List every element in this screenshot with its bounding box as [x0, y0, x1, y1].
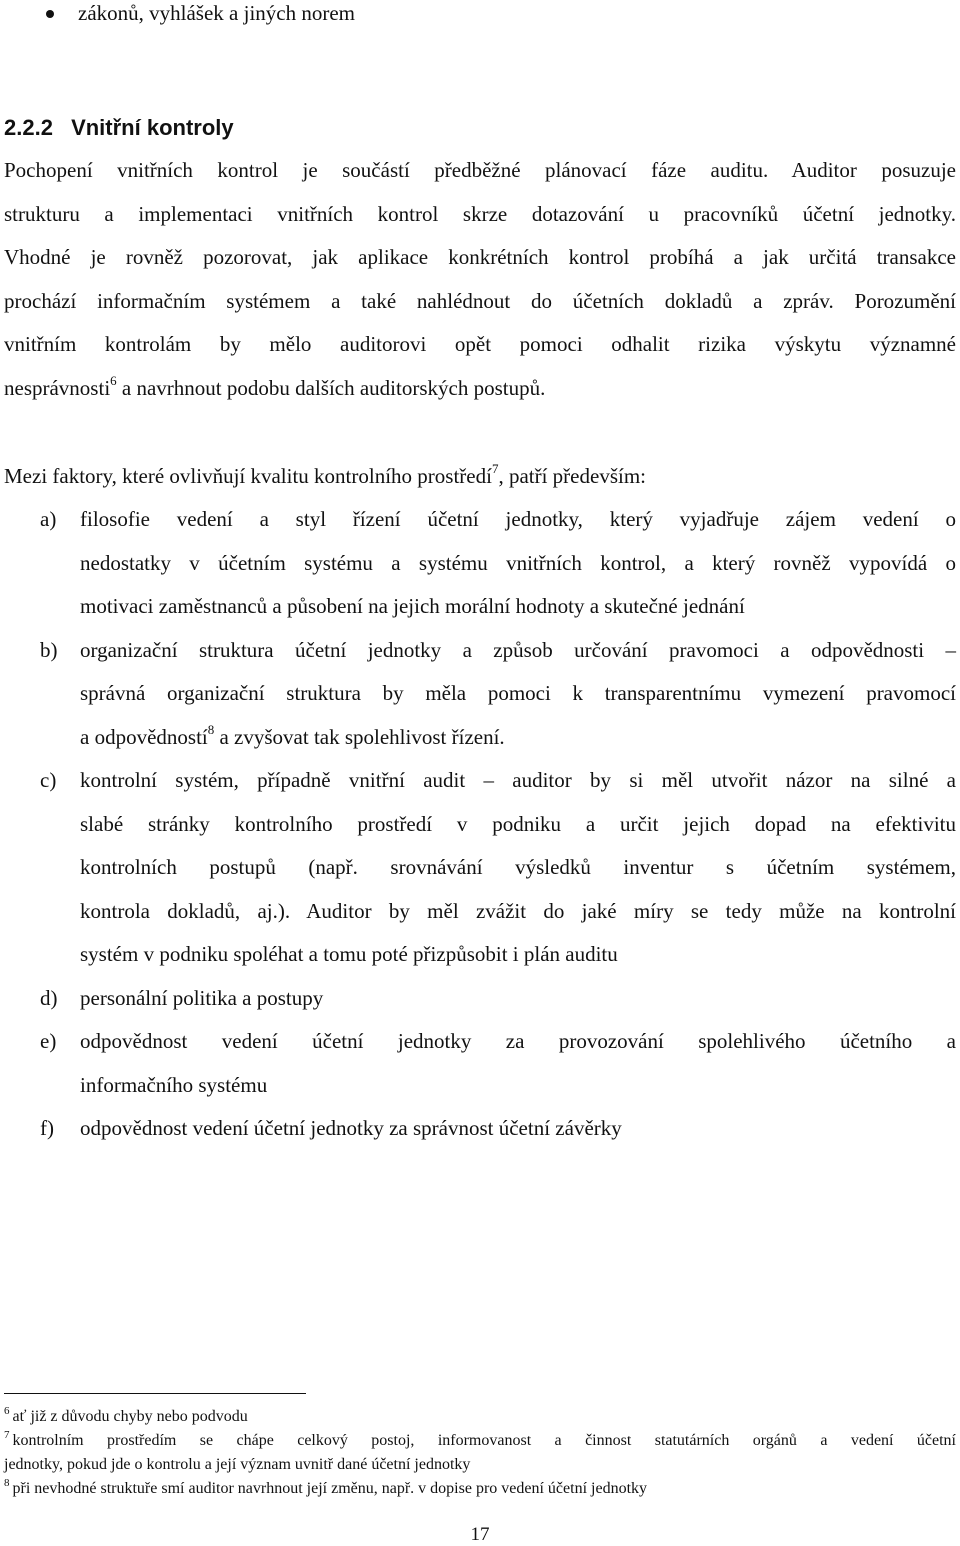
list-item-b: [4, 629, 956, 760]
section-heading: [4, 115, 234, 141]
page-number: 17: [470, 1524, 490, 1545]
footnote-text: ať již z důvodu chyby nebo podvodu: [12, 1408, 248, 1425]
list-item-e: [4, 1020, 956, 1107]
footnote-text: při nevhodné struktuře smí auditor navrhnout její změnu, např. v dopise pro vedení účetní jednotky: [12, 1480, 648, 1497]
list-item-f: [4, 1107, 956, 1151]
list-item-line: [80, 716, 956, 760]
text-fragment: nesprávnosti: [4, 375, 111, 400]
footnote-line: [4, 1429, 956, 1453]
footnote-number: 7: [4, 1428, 10, 1441]
footnote-ref-6[interactable]: 6: [110, 372, 117, 388]
text-fragment: a navrhnout podobu dalších auditorských postupů.: [116, 375, 546, 400]
text-fragment: a zvyšovat tak spolehlivost řízení.: [214, 724, 505, 749]
footnote-8: [4, 1477, 956, 1501]
list-marker: f): [40, 1116, 54, 1140]
footnote-6: [4, 1405, 956, 1429]
paragraph-line: Vhodné je rovněž pozorovat, jak aplikace konkrétních kontrol probíhá a jak určitá transakce: [4, 245, 956, 269]
list-marker: c): [40, 768, 57, 792]
list-marker: a): [40, 507, 57, 531]
list-marker: e): [40, 1029, 57, 1053]
footnote-separator: [4, 1393, 306, 1394]
list-item-a: [4, 498, 956, 629]
section-title: Vnitřní kontroly: [71, 115, 234, 140]
section-number: 2.2.2: [4, 115, 53, 140]
list-item-line: personální politika a postupy: [80, 985, 324, 1010]
footnote-number: 6: [4, 1404, 10, 1417]
list-item-line: správná organizační struktura by měla pomoci k transparentnímu vymezení pravomocí: [80, 681, 956, 705]
list-item-d: [4, 977, 956, 1021]
list-item-line: informačního systému: [80, 1072, 268, 1097]
list-item-line: filosofie vedení a styl řízení účetní jednotky, který vyjadřuje zájem vedení o: [80, 507, 956, 531]
list-item-line: kontrola dokladů, aj.). Auditor by měl zvážit do jaké míry se tedy může na kontrolní: [80, 898, 956, 923]
paragraph-last-line: [4, 367, 956, 411]
bullet-item-text: zákonů, vyhlášek a jiných norem: [78, 1, 355, 25]
list-item-line: systém v podniku spoléhat a tomu poté přizpůsobit i plán auditu: [80, 942, 618, 966]
text-fragment: , patří především:: [498, 464, 646, 488]
footnote-line: jednotky, pokud jde o kontrolu a její význam uvnitř dané účetní jednotky: [4, 1456, 471, 1473]
list-item-line: slabé stránky kontrolního prostředí v podniku a určit jejich dopad na efektivitu: [80, 811, 956, 836]
list-item-c: [4, 759, 956, 977]
list-marker: b): [40, 637, 58, 662]
list-item-line: kontrolní systém, případně vnitřní audit – auditor by si měl utvořit názor na silné a: [80, 768, 956, 792]
paragraph-line: vnitřním kontrolám by mělo auditorovi opět pomoci odhalit rizika výskytu významné: [4, 332, 956, 356]
footnote-text: kontrolním prostředím se chápe celkový postoj, informovanost a činnost statutárních orgánů a vedení účetní: [12, 1432, 956, 1449]
list-item-line: motivaci zaměstnanců a působení na jejich morální hodnoty a skutečné jednání: [80, 594, 745, 618]
list-item-line: kontrolních postupů (např. srovnávání výsledků inventur s účetním systémem,: [80, 855, 956, 879]
paragraph-line: prochází informačním systémem a také nahlédnout do účetních dokladů a zpráv. Porozumění: [4, 288, 956, 313]
paragraph-line: Pochopení vnitřních kontrol je součástí předběžné plánovací fáze auditu. Auditor posuzuje: [4, 158, 956, 182]
paragraph-line: strukturu a implementaci vnitřních kontrol skrze dotazování u pracovníků účetní jednotky.: [4, 201, 956, 226]
paragraph-factors-intro: [4, 455, 956, 499]
factors-list: [4, 498, 956, 1151]
footnote-ref-7[interactable]: 7: [491, 461, 499, 476]
list-marker: d): [40, 985, 58, 1010]
footnote-number: 8: [4, 1476, 10, 1489]
text-fragment: a odpovědností: [80, 724, 208, 749]
footnotes: [4, 1405, 956, 1501]
list-item-line: odpovědnost vedení účetní jednotky za správnost účetní závěrky: [80, 1116, 622, 1140]
bullet-icon: [46, 10, 54, 18]
list-item-line: odpovědnost vedení účetní jednotky za provozování spolehlivého účetního a: [80, 1029, 956, 1053]
footnote-7: [4, 1429, 956, 1477]
text-fragment: Mezi faktory, které ovlivňují kvalitu kontrolního prostředí: [4, 464, 492, 488]
paragraph-internal-controls: [4, 149, 956, 410]
paragraph-line: [4, 455, 956, 499]
bullet-list-item: [46, 3, 956, 24]
list-item-line: nedostatky v účetním systému a systému vnitřních kontrol, a který rovněž vypovídá o: [80, 550, 956, 575]
footnote-ref-8[interactable]: 8: [207, 721, 215, 737]
list-item-line: organizační struktura účetní jednotky a způsob určování pravomoci a odpovědnosti –: [80, 637, 956, 662]
